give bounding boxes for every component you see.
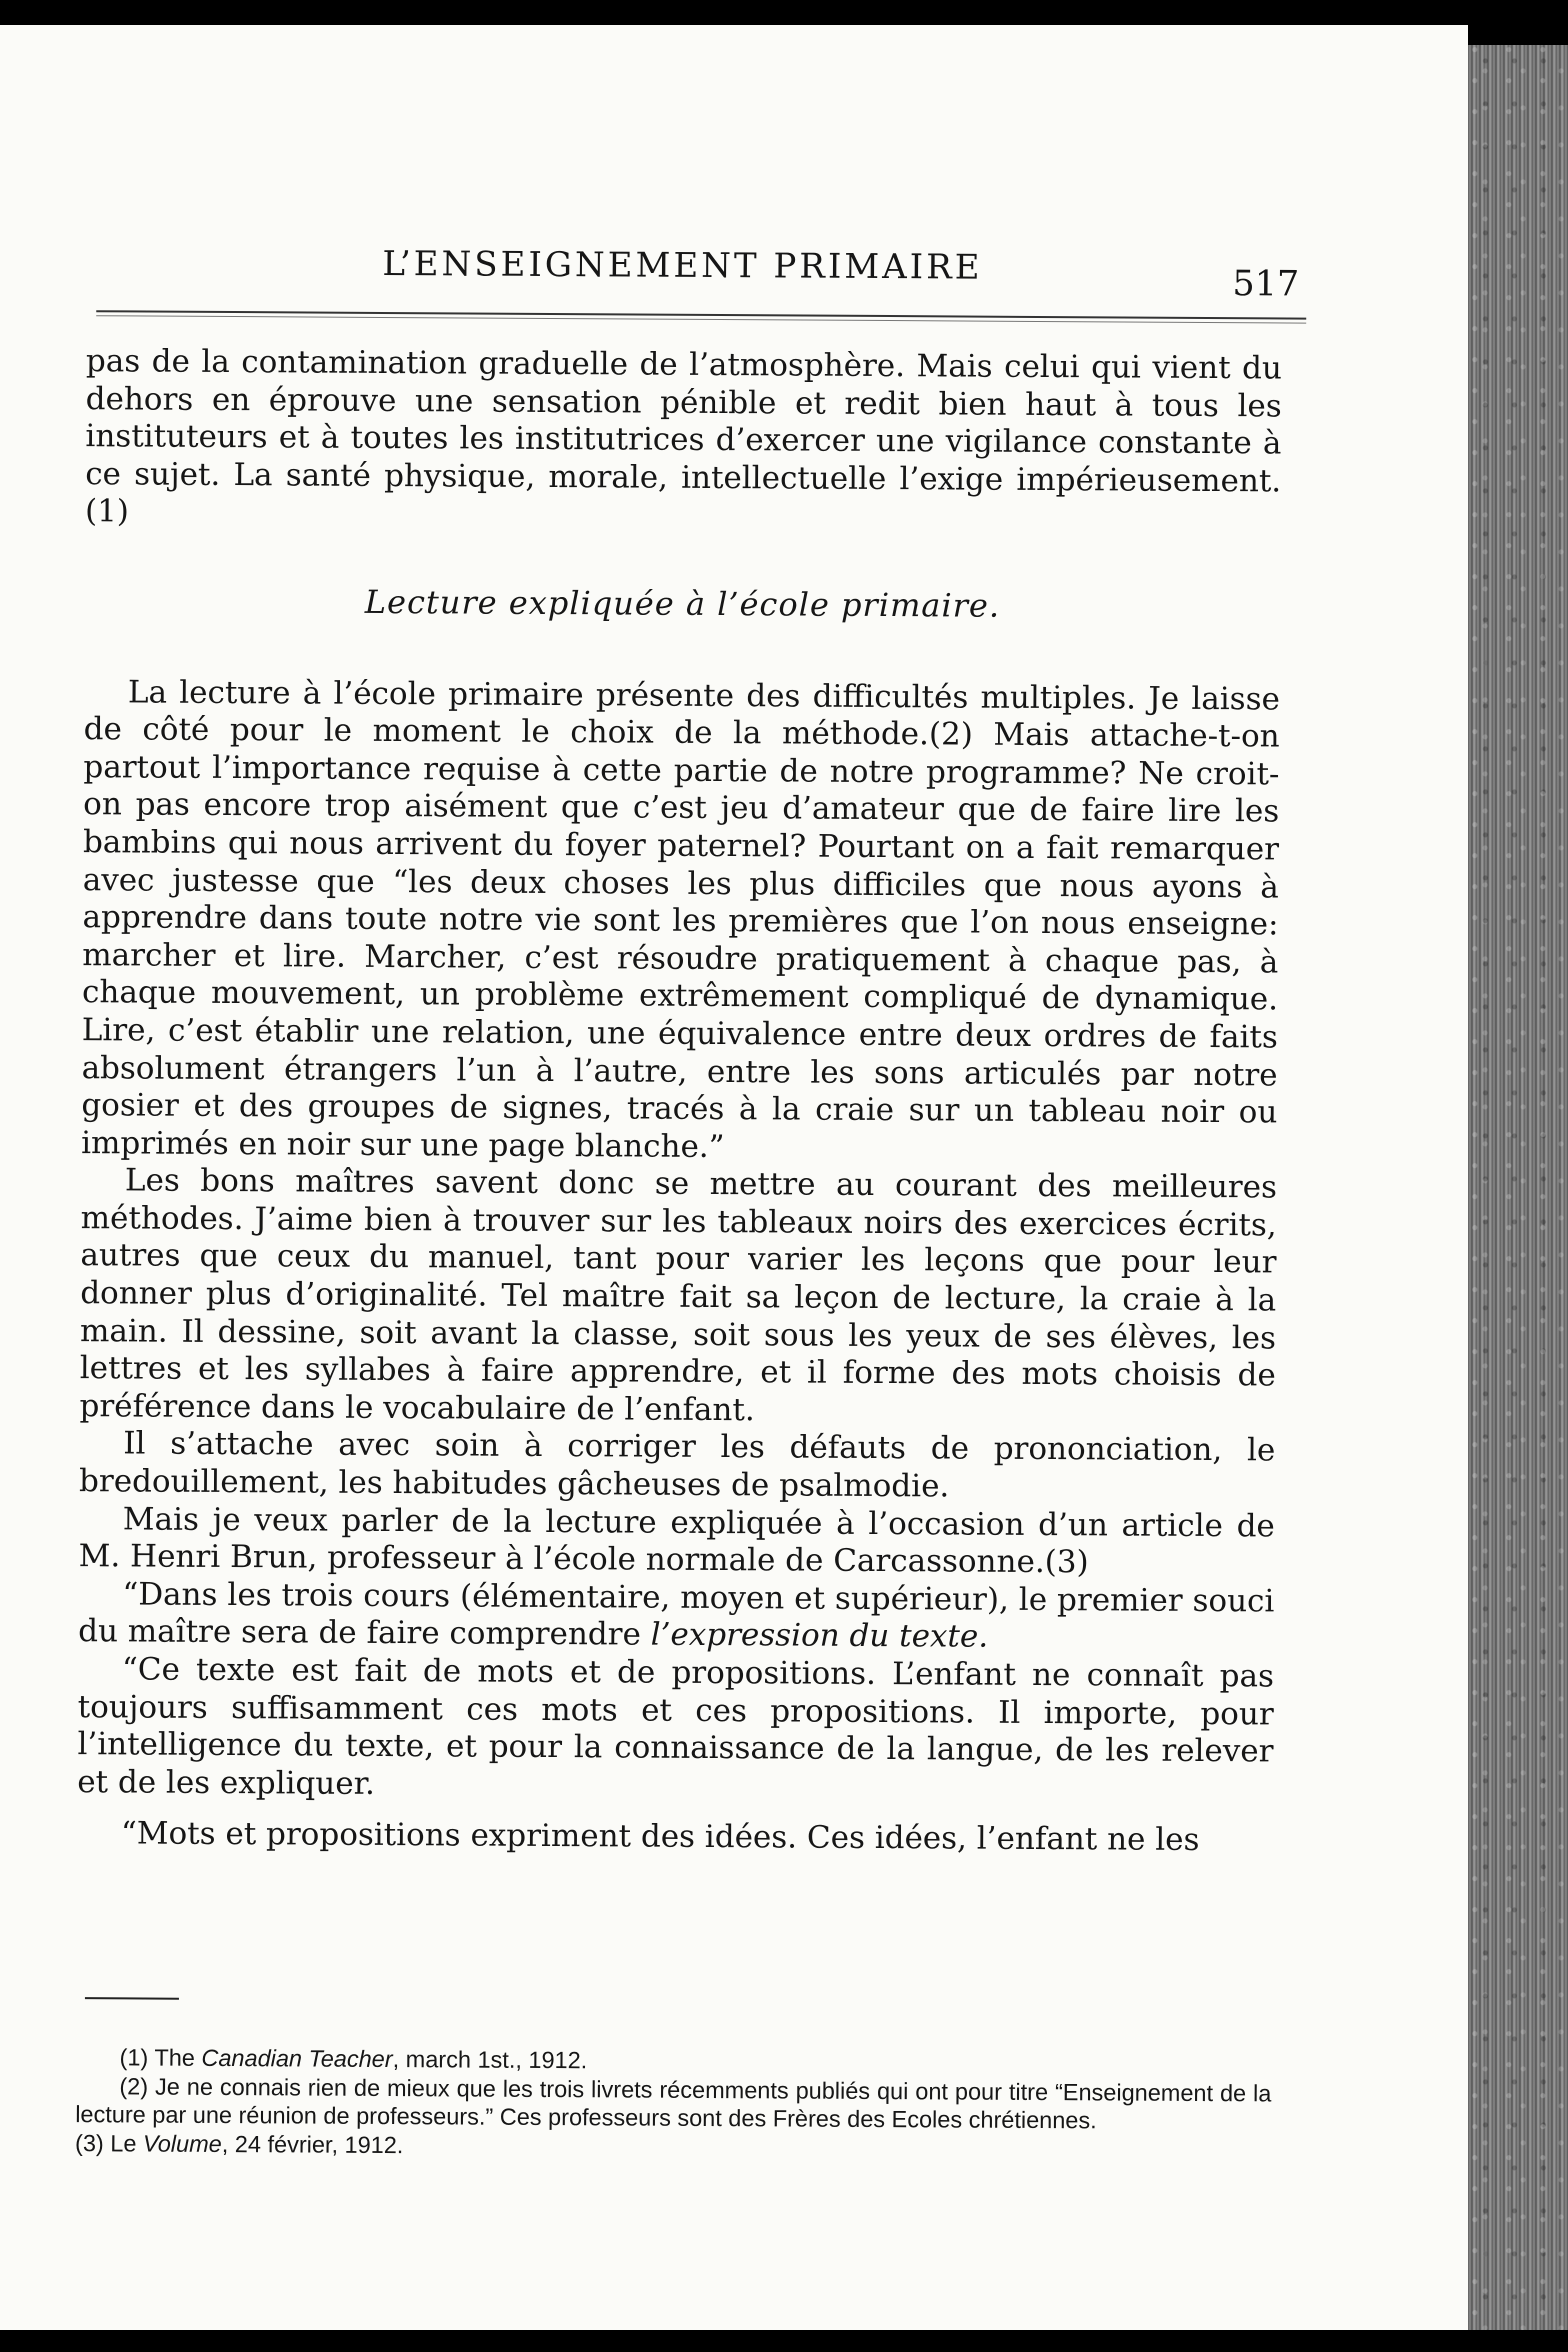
footnote-rule (85, 1997, 179, 2000)
scanned-book-page (0, 25, 1468, 2330)
paragraph-pronunciation: Il s’attache avec soin à corriger les défauts de prononciation, le bredouillement, les habitudes gâcheuses de psalmodie. (78, 1425, 1276, 1505)
page-number: 517 (1232, 264, 1300, 305)
footnote-1-prefix: (1) The (119, 2044, 202, 2071)
footnote-2: (2) Je ne connais rien de mieux que les trois livrets récemments publiés qui ont pour titre “Enseignement de la lecture par une réunion de professeurs.” Ces professeurs sont des Frères des Ecoles chrétiennes. (75, 2072, 1272, 2134)
footnote-3-suffix: , 24 février, 1912. (221, 2130, 404, 2158)
paragraph-first-concern-italic: l’expression du texte. (650, 1617, 989, 1656)
footnote-3-italic: Volume (142, 2130, 222, 2157)
footnotes (75, 2043, 1272, 2164)
continued-paragraph: pas de la contamination graduelle de l’atmosphère. Mais celui qui vient du dehors en éprouve une sensation pénible et redit bien haut à tous les instituteurs et à toutes les institutrices d’exercer une vigilance constante à ce sujet. La santé physique, morale, intellectuelle l’exige impérieusement.(1) (84, 343, 1283, 530)
page-content (50, 25, 1340, 2330)
section-title: Lecture expliquée à l’école primaire. (364, 582, 1001, 625)
paragraph-words-propositions: “Ce texte est fait de mots et de propositions. L’enfant ne connaît pas toujours suffisamment ces mots et ces propositions. Il importe, pour l’intelligence du texte, et pour la connaissance de la langue, de les relever et de les expliquer. (77, 1651, 1275, 1802)
book-page-edges (1468, 45, 1568, 2330)
paragraph-first-concern-text: “Dans les trois cours (élémentaire, moyen et supérieur), le premier souci du maître sera de faire comprendre (78, 1576, 1275, 1654)
paragraph-good-teachers: Les bons maîtres savent donc se mettre au courant des meilleures méthodes. J’aime bien à trouver sur les tableaux noirs des exercices écrits, autres que ceux du manuel, tant pour varier les leçons que pour leur donner plus d’originalité. Tel maître fait sa leçon de lecture, la craie à la main. Il dessine, soit avant la classe, soit sous les yeux de ses élèves, les lettres et les syllabes à faire apprendre, et il forme des mots choisis de préférence dans le vocabulaire de l’enfant. (79, 1162, 1278, 1429)
footnote-1-suffix: , march 1st., 1912. (392, 2046, 588, 2074)
main-text (77, 343, 1282, 1860)
paragraph-ideas: “Mots et propositions expriment des idées. Ces idées, l’enfant ne les (120, 1815, 1200, 1859)
running-title: L’ENSEIGNEMENT PRIMAIRE (382, 243, 983, 288)
paragraph-explained-reading: Mais je veux parler de la lecture expliquée à l’occasion d’un article de M. Henri Brun, professeur à l’école normale de Carcassonne.(3) (78, 1501, 1275, 1581)
header-rule (96, 310, 1306, 323)
paragraph-first-concern (78, 1576, 1274, 1658)
footnote-1-italic: Canadian Teacher (201, 2044, 393, 2073)
paragraph-reading-difficulties: La lecture à l’école primaire présente des difficultés multiples. Je laisse de côté pour le moment le choix de la méthode.(2) Mais attache-t-on partout l’importance requise à cette partie de notre programme? Ne croit-on pas encore trop aisément que c’est jeu d’amateur que de faire lire les bambins qui nous arrivent du foyer paternel? Pourtant on a fait remarquer avec justesse que “les deux choses les plus difficiles que nous ayons à apprendre dans toute notre vie sont les premières que l’on nous enseigne: marcher et lire. Marcher, c’est résoudre pratiquement à chaque pas, à chaque mouvement, un problème extrêmement compliqué de dynamique. Lire, c’est établir une relation, une équivalence entre deux ordres de faits absolument étrangers l’un à l’autre, entre les sons articulés par notre gosier et des groupes de signes, tracés à la craie sur un tableau noir ou imprimés en noir sur une page blanche.” (81, 673, 1281, 1165)
footnote-3-prefix: (3) Le (74, 2129, 144, 2157)
